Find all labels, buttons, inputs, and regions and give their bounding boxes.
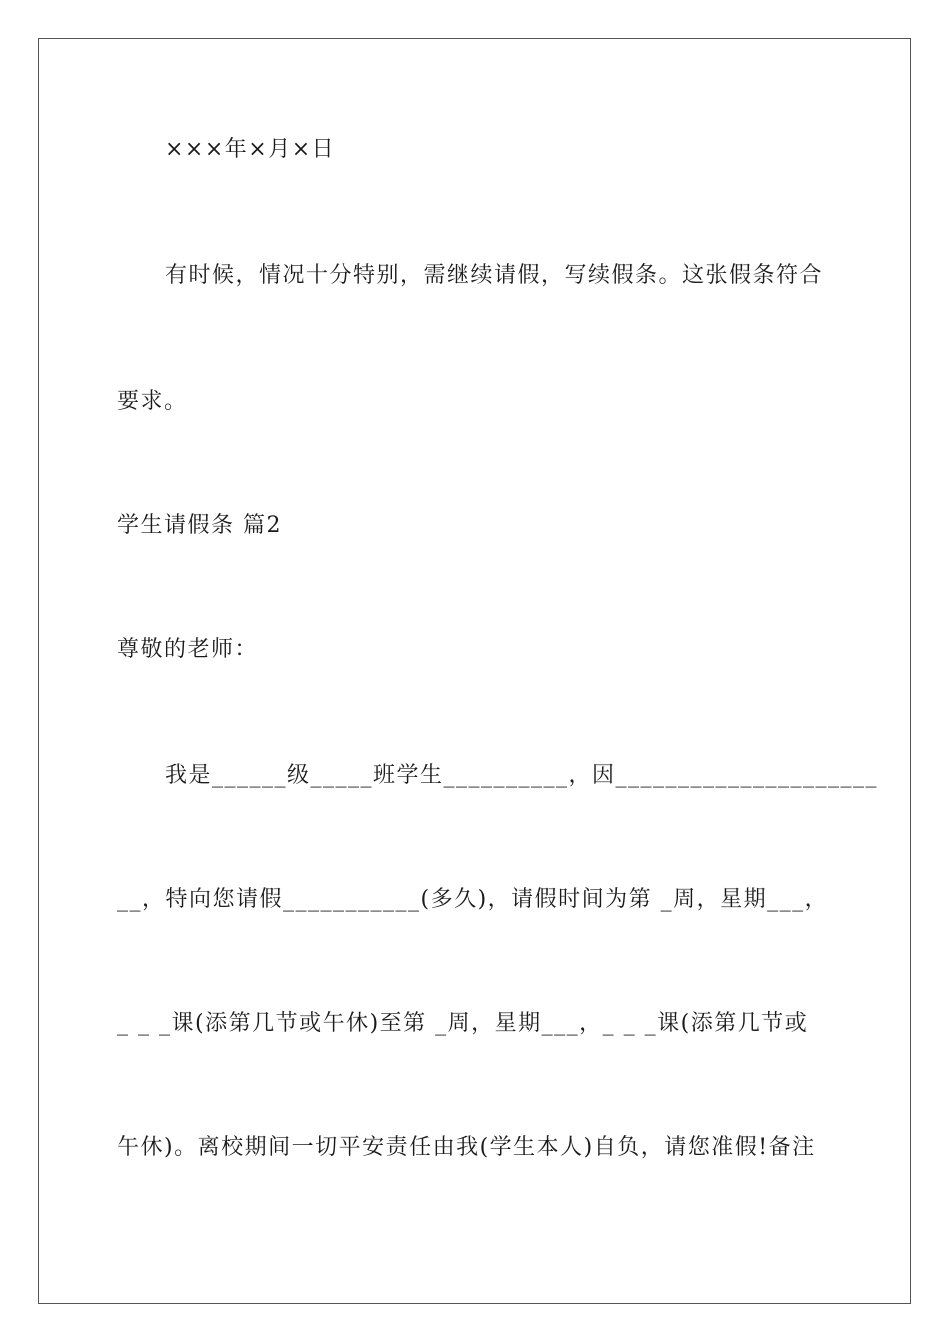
form-line: 我是______级_____班学生__________，因_____________________	[165, 763, 879, 788]
paragraph-line: 有时候，情况十分特别，需继续请假，写续假条。这张假条符合	[165, 263, 824, 288]
salutation: 尊敬的老师：	[117, 637, 259, 662]
form-line: 午休)。离校期间一切平安责任由我(学生本人)自负，请您准假!备注	[117, 1135, 816, 1160]
page-frame	[38, 38, 911, 1304]
paragraph-line: 要求。	[117, 389, 188, 414]
date-line: ×××年×月×日	[165, 137, 336, 162]
section-heading: 学生请假条 篇2	[117, 513, 282, 538]
form-line: _ _ _课(添第几节或午休)至第 _周，星期___，_ _ _课(添第几节或	[117, 1011, 809, 1036]
form-line: __，特向您请假___________(多久)，请假时间为第 _周，星期___，	[117, 887, 829, 912]
